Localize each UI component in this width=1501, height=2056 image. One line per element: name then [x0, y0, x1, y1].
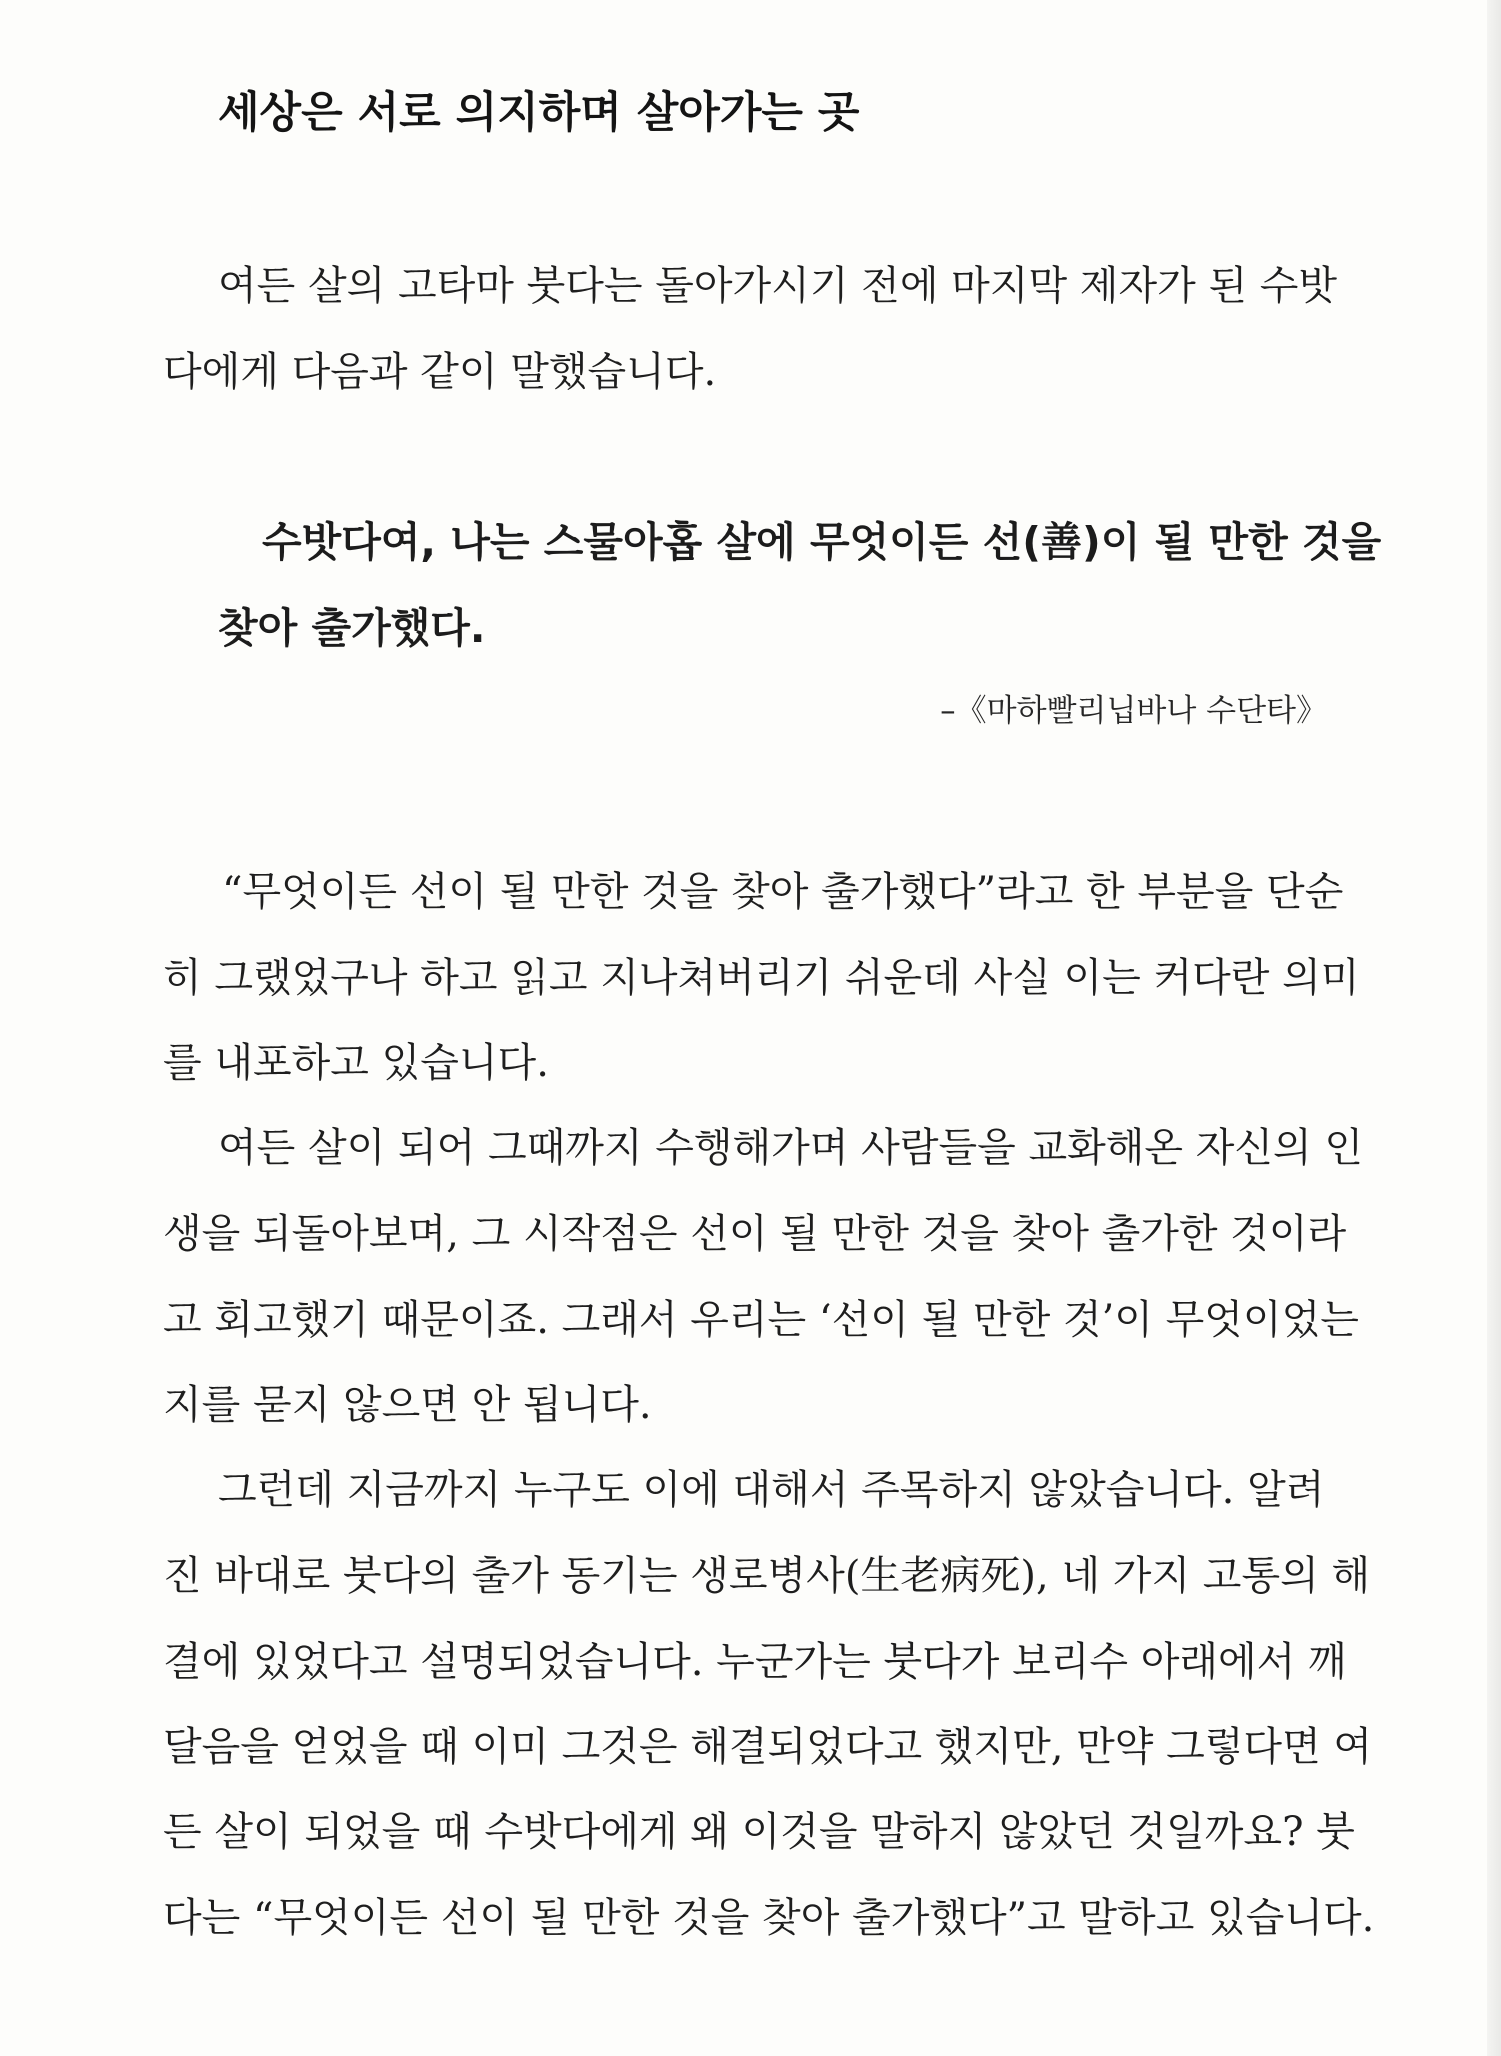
body-line-3: 를 내포하고 있습니다.: [163, 1040, 549, 1086]
body-line-7: 지를 묻지 않으면 안 됩니다.: [163, 1382, 652, 1428]
body-line-8: 그런데 지금까지 누구도 이에 대해서 주목하지 않았습니다. 알려: [218, 1467, 1325, 1513]
quote-line-1: 수밧다여, 나는 스물아홉 살에 무엇이든 선(善)이 될 만한 것을: [262, 518, 1382, 566]
section-title: 세상은 서로 의지하며 살아가는 곳: [218, 88, 860, 138]
body-line-4: 여든 살이 되어 그때까지 수행해가며 사람들을 교화해온 자신의 인: [218, 1125, 1363, 1171]
body-line-10: 결에 있었다고 설명되었습니다. 누군가는 붓다가 보리수 아래에서 깨: [163, 1639, 1347, 1685]
body-line-9: 진 바대로 붓다의 출가 동기는 생로병사(生老病死), 네 가지 고통의 해: [163, 1553, 1371, 1599]
body-line-13: 다는 “무엇이든 선이 될 만한 것을 찾아 출가했다”고 말하고 있습니다.: [163, 1895, 1375, 1941]
body-line-2: 히 그랬었구나 하고 읽고 지나쳐버리기 쉬운데 사실 이는 커다란 의미: [163, 955, 1360, 1001]
quote-source: –《마하빨리닙바나 수단타》: [940, 693, 1327, 729]
body-line-11: 달음을 얻었을 때 이미 그것은 해결되었다고 했지만, 만약 그렇다면 여: [163, 1724, 1373, 1770]
body-line-5: 생을 되돌아보며, 그 시작점은 선이 될 만한 것을 찾아 출가한 것이라: [163, 1211, 1347, 1257]
intro-line-2: 다에게 다음과 같이 말했습니다.: [163, 349, 717, 395]
intro-line-1: 여든 살의 고타마 붓다는 돌아가시기 전에 마지막 제자가 된 수밧: [218, 263, 1338, 309]
body-line-1: “무엇이든 선이 될 만한 것을 찾아 출가했다”라고 한 부분을 단순: [222, 869, 1344, 915]
body-line-6: 고 회고했기 때문이죠. 그래서 우리는 ‘선이 될 만한 것’이 무엇이었는: [163, 1297, 1359, 1343]
body-line-12: 든 살이 되었을 때 수밧다에게 왜 이것을 말하지 않았던 것일까요? 붓: [163, 1809, 1355, 1855]
quote-line-2: 찾아 출가했다.: [218, 604, 486, 652]
page-edge-shadow: [1487, 0, 1501, 2056]
